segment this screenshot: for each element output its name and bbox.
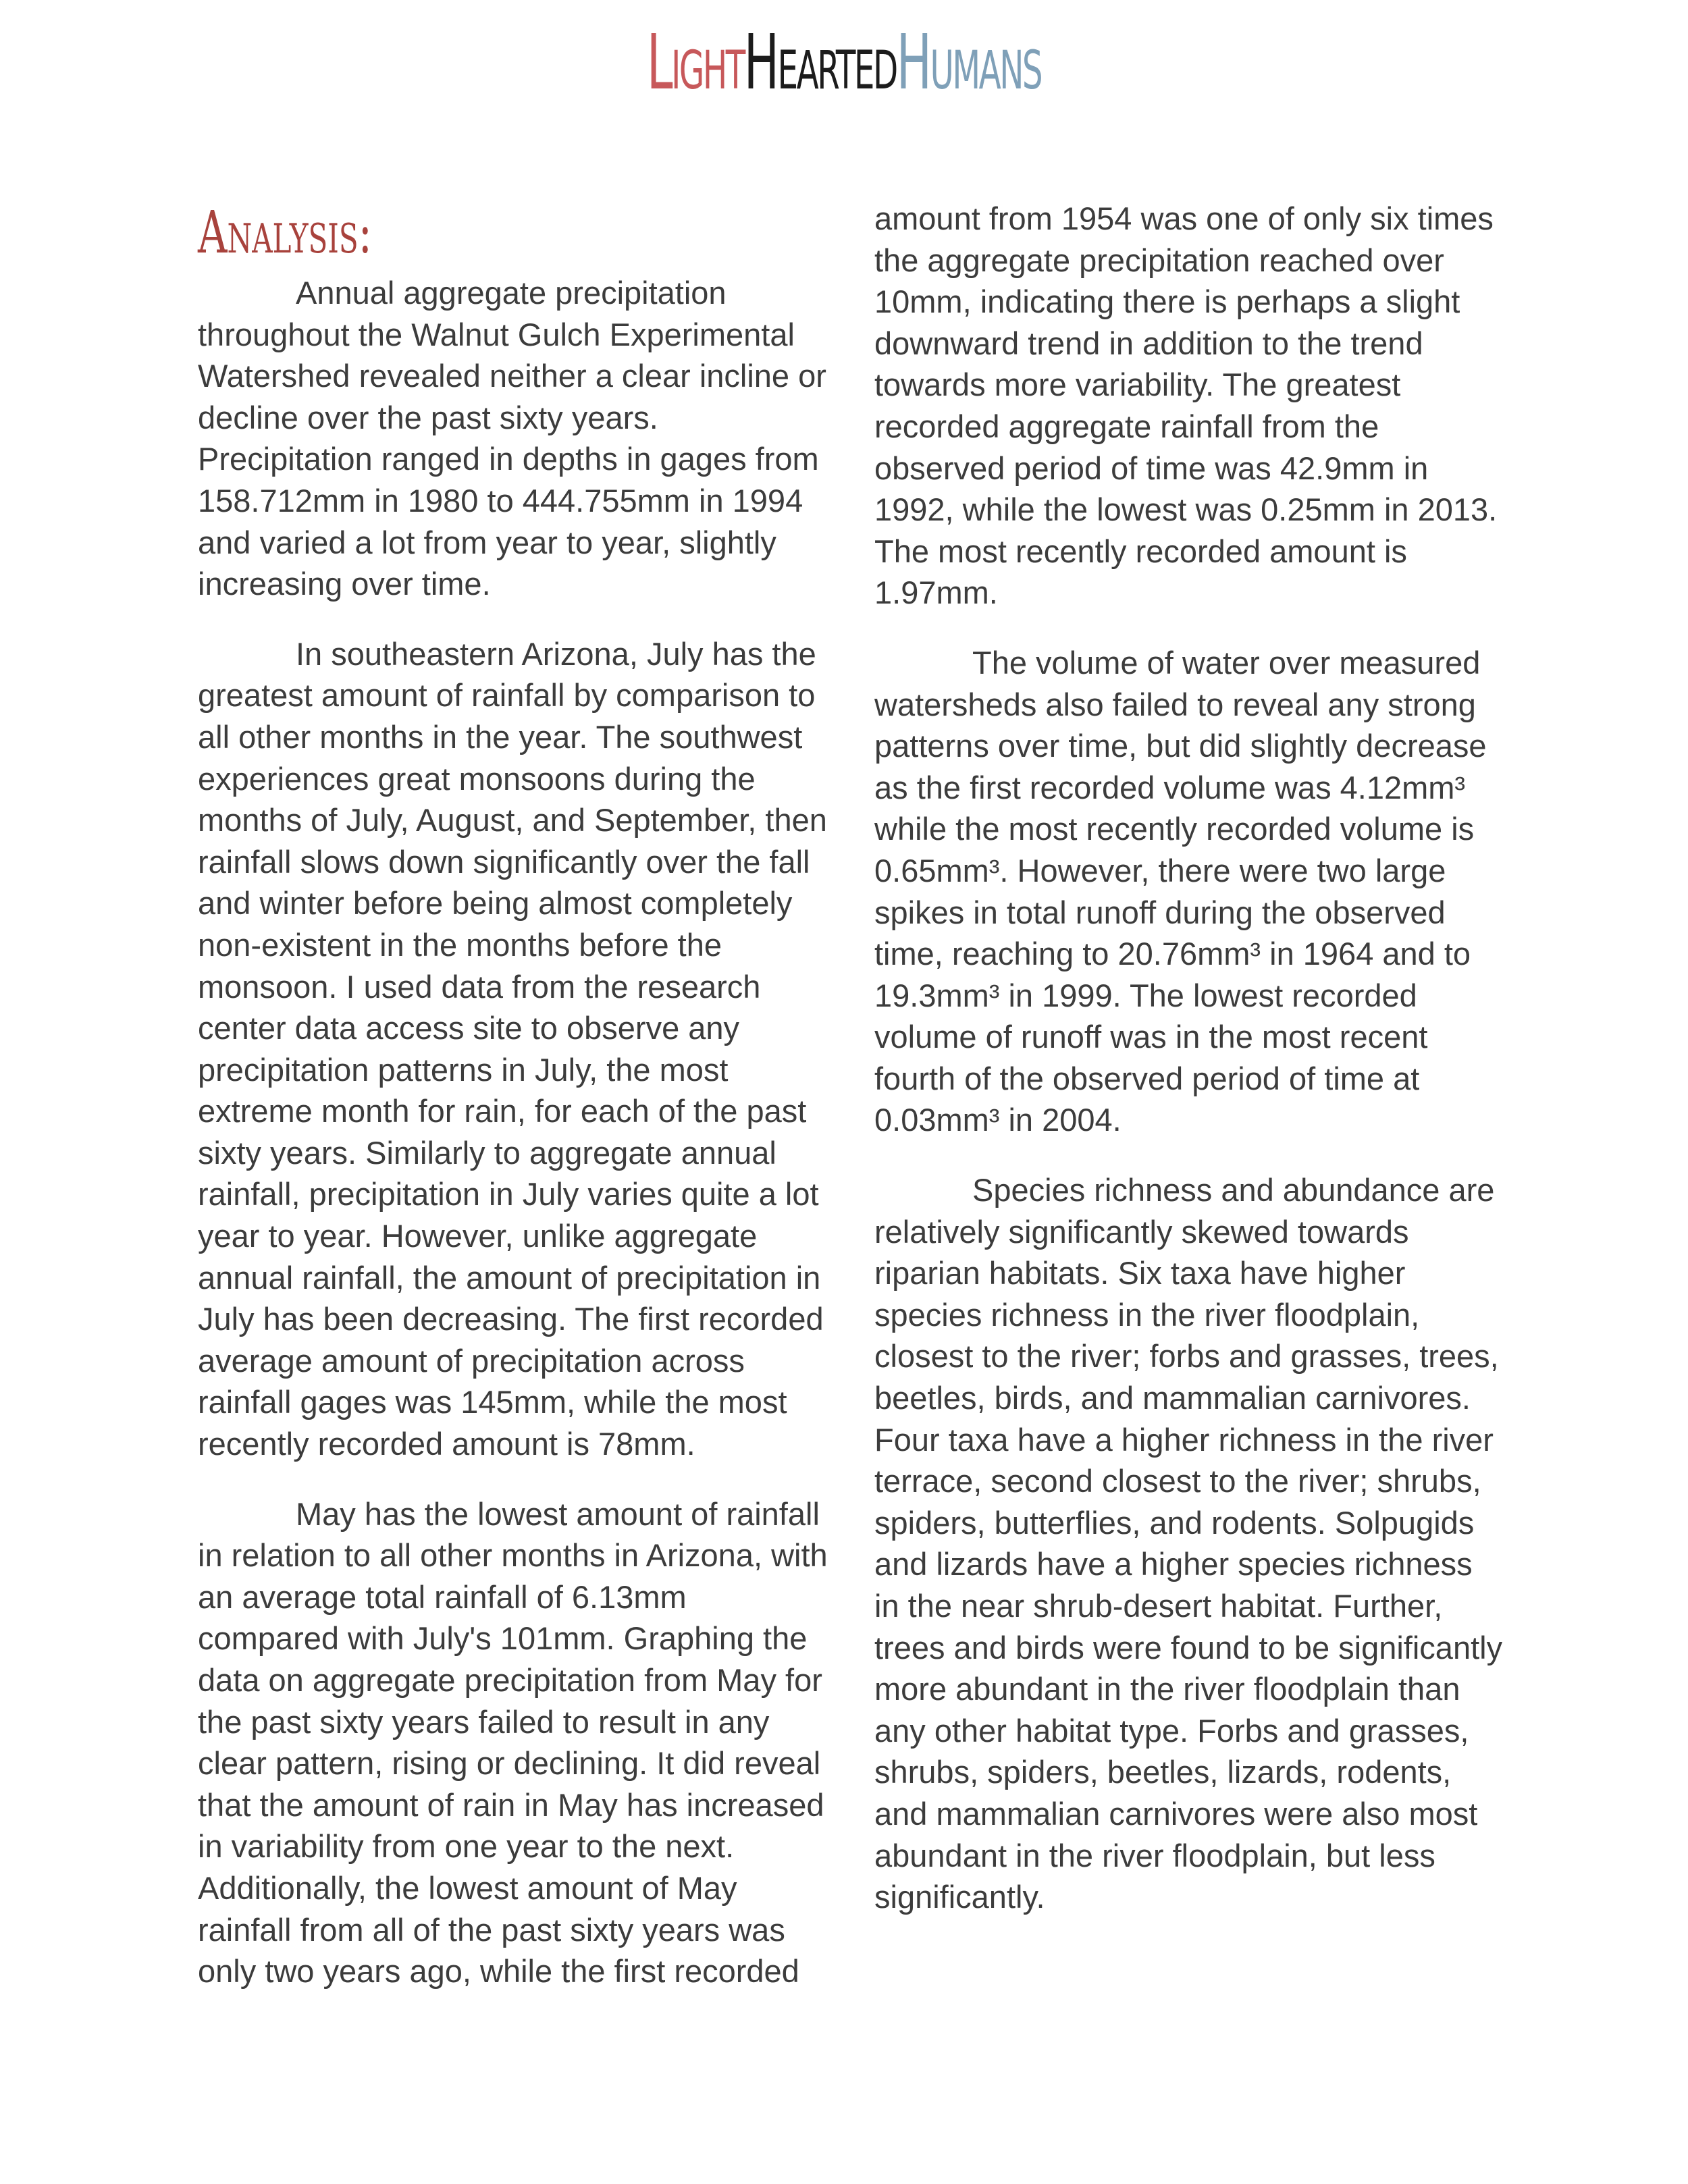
left-column <box>198 272 829 2021</box>
logo-part-light: Light <box>646 19 744 107</box>
paragraph-annual-precipitation: Annual aggregate precipitation throughout the Walnut Gulch Experimental Watershed revealed neither a clear incline or decline over the past sixty years. Precipitation ranged in depths in gages from 158.712mm in 1980 to 444.755mm in 1994 and varied a lot from year to year, slightly increasing over time. <box>198 275 826 602</box>
paragraph-runoff-volume: The volume of water over measured watersheds also failed to reveal any strong patterns over time, but did slightly decrease as the first recorded volume was 4.12mm³ while the most recently recorded volume is 0.65mm³. However, there were two large spikes in total runoff during the observed time, reaching to 20.76mm³ in 1964 and to 19.3mm³ in 1999. The lowest recorded volume of runoff was in the most recent fourth of the observed period of time at 0.03mm³ in 2004. <box>874 644 1487 1138</box>
right-column <box>874 198 1506 1946</box>
section-heading: Analysis: <box>198 199 372 267</box>
paragraph-species-richness: Species richness and abundance are relatively significantly skewed towards riparian habitats. Six taxa have higher species richness in the river floodplain, closest to the river; forbs and grasses, trees, beetles, birds, and mammalian carnivores. Four taxa have a higher richness in the river terrace, second closest to the river; shrubs, spiders, butterflies, and rodents. Solpugids and lizards have a higher species richness in the near shrub-desert habitat. Further, trees and birds were found to be significantly more abundant in the river floodplain than any other habitat type. Forbs and grasses, shrubs, spiders, beetles, lizards, rodents, and mammalian carnivores were also most abundant in the river floodplain, but less significantly. <box>874 1172 1503 1915</box>
logo-part-hearted: Hearted <box>743 19 897 107</box>
logo-part-humans: Humans <box>896 19 1042 107</box>
paragraph-may-rainfall: May has the lowest amount of rainfall in relation to all other months in Arizona, with an average total rainfall of 6.13mm compared with July's 101mm. Graphing the data on aggregate precipitation from May for the past sixty years failed to result in any clear pattern, rising or declining. It did reveal that the amount of rain in May has increased in variability from one year to the next. Additionally, the lowest amount of May rainfall from all of the past sixty years was only two years ago, while the first recorded <box>198 1495 828 1990</box>
site-logo <box>321 12 1367 113</box>
paragraph-may-rainfall-continued: amount from 1954 was one of only six times the aggregate precipitation reached over 10mm, indicating there is perhaps a slight downward trend in addition to the trend towards more variability. The greatest recorded aggregate rainfall from the observed period of time was 42.9mm in 1992, while the lowest was 0.25mm in 2013. The most recently recorded amount is 1.97mm. <box>874 201 1498 611</box>
paragraph-july-rainfall: In southeastern Arizona, July has the greatest amount of rainfall by comparison to all other months in the year. The southwest experiences great monsoons during the months of July, August, and September, then rainfall slows down significantly over the fall and winter before being almost completely non-existent in the months before the monsoon. I used data from the research center data access site to observe any precipitation patterns in July, the most extreme month for rain, for each of the past sixty years. Similarly to aggregate annual rainfall, precipitation in July varies quite a lot year to year. However, unlike aggregate annual rainfall, the amount of precipitation in July has been decreasing. The first recorded average amount of precipitation across rainfall gages was 145mm, while the most recently recorded amount is 78mm. <box>198 635 827 1462</box>
